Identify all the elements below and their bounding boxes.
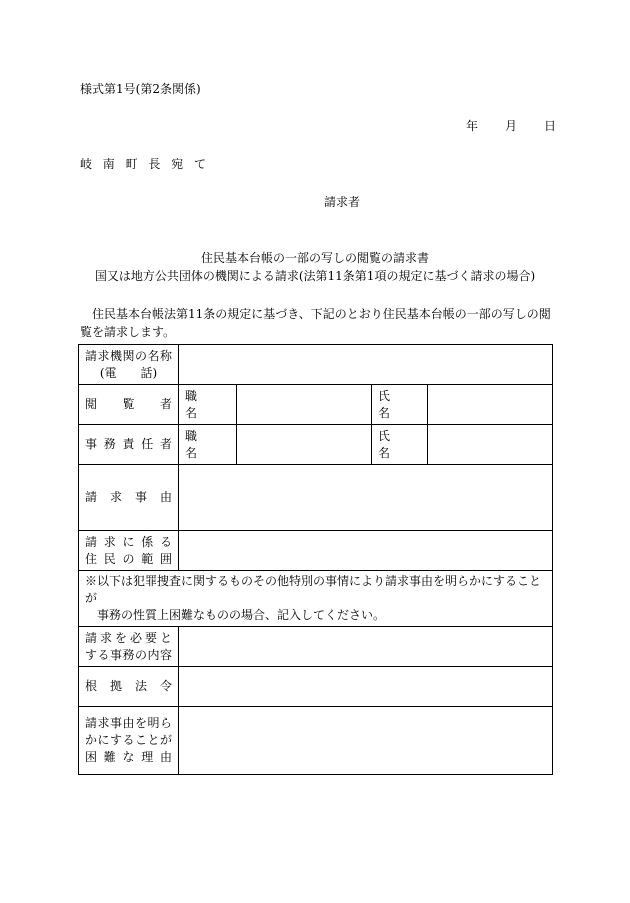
necessity-label-line1: 請求を必要と — [85, 630, 172, 645]
difficulty-label-line2: かにすることが — [85, 733, 172, 747]
note-line1: ※以下は犯罪捜査に関するものその他特別の事情により請求事由を明らかにすることが — [85, 574, 542, 605]
responsible-job-title-input[interactable] — [237, 425, 372, 465]
viewer-job-title-input[interactable] — [237, 385, 372, 425]
row-responsible — [79, 425, 553, 465]
row-viewer — [79, 385, 553, 425]
row-reason — [79, 465, 553, 531]
agency-name-input[interactable] — [179, 345, 553, 385]
intro-paragraph: 住民基本台帳法第11条の規定に基づき、下記のとおり住民基本台帳の一部の写しの閲覧を請求します。 — [80, 307, 551, 339]
row-necessity — [79, 627, 553, 667]
document-title: 住民基本台帳の一部の写しの閲覧の請求書 — [200, 251, 429, 265]
scope-label-line2: 住民の範囲 — [85, 551, 172, 566]
responsible-job-title-label: 職 名 — [185, 428, 222, 460]
row-legal-basis — [79, 667, 553, 707]
necessity-input[interactable] — [179, 627, 553, 667]
responsible-name-input[interactable] — [428, 425, 553, 465]
legal-basis-label: 根拠法令 — [85, 679, 172, 693]
scope-label-line1: 請求に係る — [85, 534, 172, 549]
legal-basis-input[interactable] — [179, 667, 553, 707]
request-form-table — [78, 344, 553, 775]
necessity-label-line2: する事務の内容 — [85, 647, 172, 662]
phone-label: (電 話) — [99, 365, 158, 380]
date-month-label: 月 — [504, 119, 517, 133]
difficulty-label-line1: 請求事由を明ら — [85, 716, 172, 730]
viewer-job-title-label: 職 名 — [185, 388, 222, 420]
reason-input[interactable] — [179, 465, 553, 531]
row-difficulty — [79, 707, 553, 775]
form-number: 様式第1号(第2条関係) — [80, 82, 201, 96]
responsible-label: 事務責任者 — [85, 437, 172, 451]
row-scope — [79, 531, 553, 571]
note-line2: 事務の性質上困難なものの場合、記入してください。 — [97, 608, 386, 622]
viewer-name-input[interactable] — [428, 385, 553, 425]
agency-name-label: 請求機関の名称 — [85, 348, 172, 363]
date-day-label: 日 — [543, 119, 556, 133]
row-agency-name — [79, 345, 553, 385]
agency-name-label-cell — [79, 345, 179, 385]
document-subtitle: 国又は地方公共団体の機関による請求(法第11条第1項の規定に基づく請求の場合) — [94, 269, 536, 283]
difficulty-label-line3: 困難な理由 — [85, 750, 172, 764]
scope-input[interactable] — [179, 531, 553, 571]
responsible-name-label: 氏 名 — [378, 428, 415, 460]
reason-label: 請求事由 — [85, 490, 172, 504]
row-note — [79, 571, 553, 627]
difficulty-input[interactable] — [179, 707, 553, 775]
special-circumstance-note — [79, 571, 553, 627]
addressee: 岐南町長宛て — [80, 157, 217, 171]
date-year-label: 年 — [466, 119, 479, 133]
date-line — [466, 117, 556, 134]
viewer-name-label: 氏 名 — [378, 388, 415, 420]
viewer-label: 閲覧者 — [85, 397, 172, 411]
requester-label: 請求者 — [324, 195, 361, 209]
